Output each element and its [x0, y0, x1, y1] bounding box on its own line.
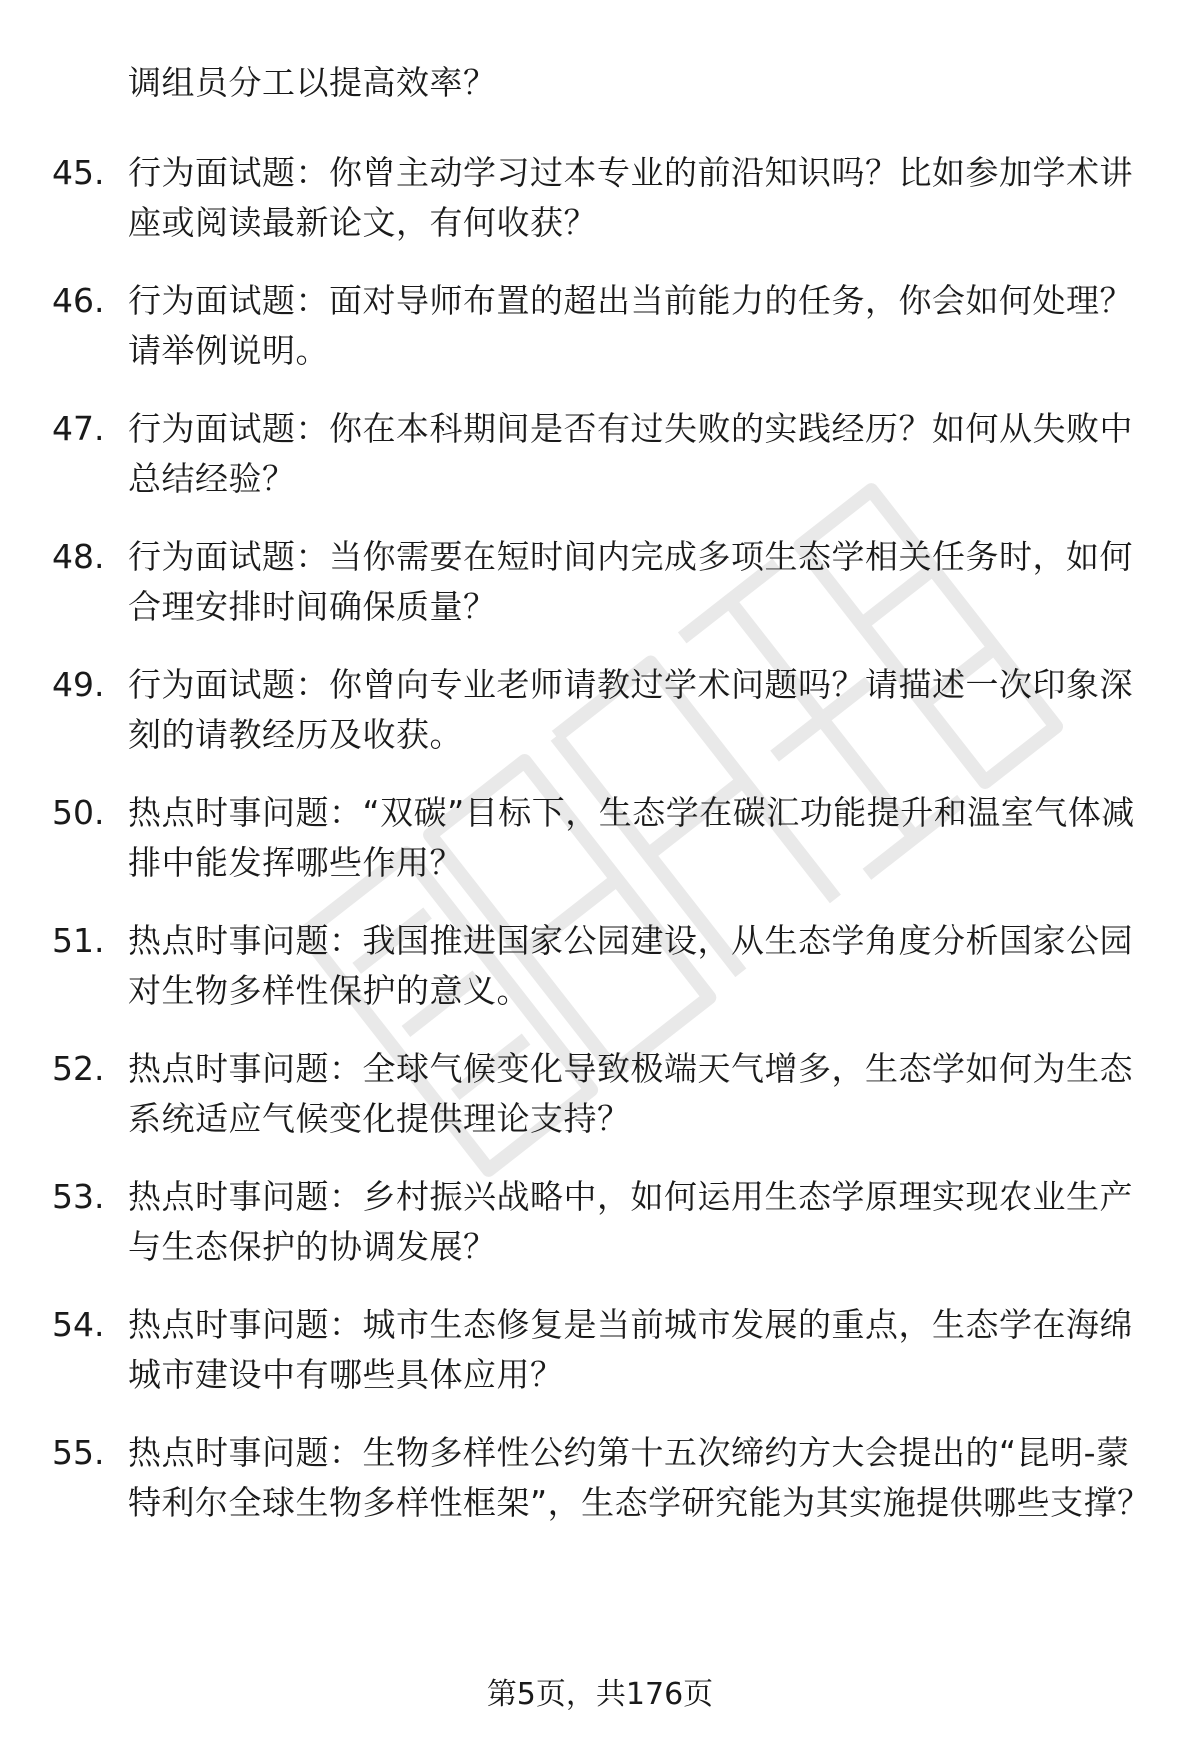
- question-number: 45.: [52, 153, 105, 192]
- question-number: 47.: [52, 409, 105, 448]
- question-text: 热点时事问题：乡村振兴战略中，如何运用生态学原理实现农业生产与生态保护的协调发展？: [128, 1177, 1133, 1266]
- question-text: 行为面试题：面对导师布置的超出当前能力的任务，你会如何处理？请举例说明。: [128, 281, 1133, 370]
- question-number: 51.: [52, 921, 105, 960]
- question-number: 53.: [52, 1177, 105, 1216]
- question-text: 热点时事问题：“双碳”目标下，生态学在碳汇功能提升和温室气体减排中能发挥哪些作用？: [128, 793, 1135, 882]
- question-item: [0, 1292, 1200, 1420]
- question-text: 热点时事问题：生物多样性公约第十五次缔约方大会提出的“昆明-蒙特利尔全球生物多样性框架”，生态学研究能为其实施提供哪些支撑？: [128, 1433, 1151, 1522]
- question-item: [0, 908, 1200, 1036]
- continuation-text: 调组员分工以提高效率？: [128, 63, 497, 102]
- question-number: 49.: [52, 665, 105, 704]
- question-item: [0, 780, 1200, 908]
- page-number-footer: 第5页，共176页: [486, 1677, 714, 1712]
- question-text: 热点时事问题：城市生态修复是当前城市发展的重点，生态学在海绵城市建设中有哪些具体应用？: [128, 1305, 1133, 1394]
- question-number: 54.: [52, 1305, 105, 1344]
- question-text: 热点时事问题：全球气候变化导致极端天气增多，生态学如何为生态系统适应气候变化提供理论支持？: [128, 1049, 1133, 1138]
- question-item: [0, 396, 1200, 524]
- question-number: 46.: [52, 281, 105, 320]
- question-item: [0, 1164, 1200, 1292]
- question-number: 52.: [52, 1049, 105, 1088]
- question-item: [0, 268, 1200, 396]
- question-number: 48.: [52, 537, 105, 576]
- question-text: 行为面试题：当你需要在短时间内完成多项生态学相关任务时，如何合理安排时间确保质量？: [128, 537, 1133, 626]
- question-item: [0, 524, 1200, 652]
- question-item: [0, 1420, 1200, 1548]
- question-text: 行为面试题：你曾主动学习过本专业的前沿知识吗？比如参加学术讲座或阅读最新论文，有何收获？: [128, 153, 1133, 242]
- question-number: 50.: [52, 793, 105, 832]
- question-text: 行为面试题：你在本科期间是否有过失败的实践经历？如何从失败中总结经验？: [128, 409, 1133, 498]
- question-item: [0, 652, 1200, 780]
- question-text: 热点时事问题：我国推进国家公园建设，从生态学角度分析国家公园对生物多样性保护的意义。: [128, 921, 1133, 1010]
- question-number: 55.: [52, 1433, 105, 1472]
- question-list: [0, 140, 1200, 1548]
- question-text: 行为面试题：你曾向专业老师请教过学术问题吗？请描述一次印象深刻的请教经历及收获。: [128, 665, 1133, 754]
- question-item: [0, 1036, 1200, 1164]
- question-item: [0, 140, 1200, 268]
